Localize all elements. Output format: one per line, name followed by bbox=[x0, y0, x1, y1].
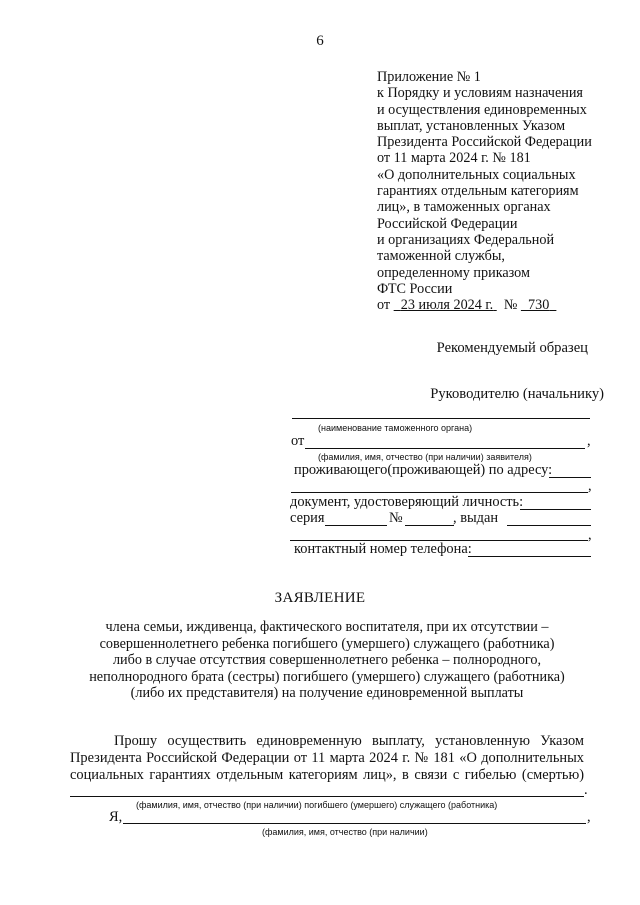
customs-authority-line[interactable] bbox=[292, 418, 590, 419]
appendix-line: от 11 марта 2024 г. № 181 bbox=[377, 150, 531, 167]
number-label: № bbox=[389, 510, 403, 526]
appendix-line: Российской Федерации bbox=[377, 215, 518, 232]
subtitle-line: (либо их представителя) на получение единовременной выплаты bbox=[130, 685, 524, 702]
document-subtitle bbox=[40, 619, 614, 702]
appendix-line: таможенной службы, bbox=[377, 248, 505, 265]
body-line: социальных гарантиях отдельным категориям лиц», в связи с гибелью (смертью) bbox=[70, 767, 584, 783]
appendix-line: определенному приказом bbox=[377, 264, 530, 281]
subtitle-line: члена семьи, иждивенца, фактического воспитателя, при их отсутствии – bbox=[105, 619, 549, 635]
deceased-name-line[interactable] bbox=[70, 796, 584, 797]
appendix-line: лиц», в таможенных органах bbox=[377, 199, 551, 216]
order-number: 730 bbox=[528, 297, 550, 314]
order-date: 23 июля 2024 г. bbox=[400, 297, 494, 314]
series-label: серия bbox=[290, 510, 325, 526]
appendix-line: ФТС России bbox=[377, 280, 453, 297]
address-label: проживающего(проживающей) по адресу: bbox=[294, 462, 553, 478]
order-prefix: от bbox=[377, 297, 391, 314]
issued-label: , выдан bbox=[453, 510, 499, 526]
address-line-2[interactable] bbox=[291, 492, 588, 493]
period: . bbox=[584, 782, 588, 798]
appendix-line: Приложение № 1 bbox=[377, 69, 481, 85]
page-number: 6 bbox=[316, 33, 324, 49]
comma: , bbox=[588, 478, 592, 494]
body-line: Прошу осуществить единовременную выплату, установленную Указом bbox=[114, 733, 584, 749]
id-document-label: документ, удостоверяющий личность: bbox=[290, 494, 524, 510]
applicant-full-name-line[interactable] bbox=[123, 823, 586, 824]
phone-line[interactable] bbox=[468, 556, 591, 557]
applicant-name-line[interactable] bbox=[305, 448, 585, 449]
name-caption: (фамилия, имя, отчество (при наличии) bbox=[262, 827, 428, 837]
comma: , bbox=[588, 527, 592, 543]
series-line[interactable] bbox=[325, 525, 387, 526]
appendix-line: гарантиях отдельным категориям bbox=[377, 183, 579, 200]
body-line: Президента Российской Федерации от 11 марта 2024 г. № 181 «О дополнительных bbox=[70, 750, 584, 766]
appendix-line: и осуществления единовременных bbox=[377, 101, 587, 118]
appendix-line: выплат, установленных Указом bbox=[377, 117, 566, 134]
subtitle-line: неполнородного брата (сестры) погибшего (умершего) служащего (работника) bbox=[89, 668, 565, 685]
number-line[interactable] bbox=[405, 525, 454, 526]
order-number-label: № bbox=[503, 297, 518, 314]
from-label: от bbox=[291, 433, 305, 449]
address-line[interactable] bbox=[549, 477, 591, 478]
customs-authority-caption: (наименование таможенного органа) bbox=[318, 423, 473, 433]
recommended-sample: Рекомендуемый образец bbox=[436, 340, 588, 356]
id-document-line[interactable] bbox=[520, 509, 591, 510]
appendix-line: «О дополнительных социальных bbox=[377, 166, 576, 183]
document-title: ЗАЯВЛЕНИЕ bbox=[274, 590, 366, 606]
comma: , bbox=[587, 809, 591, 825]
subtitle-line: либо в случае отсутствия совершеннолетнего ребенка – полнородного, bbox=[112, 652, 542, 669]
appendix-line: к Порядку и условиям назначения bbox=[377, 85, 583, 102]
addressee-title: Руководителю (начальнику) bbox=[430, 386, 604, 402]
i-label: Я, bbox=[109, 809, 123, 825]
appendix-line: и организациях Федеральной bbox=[377, 231, 555, 248]
appendix-line: Президента Российской Федерации bbox=[377, 134, 592, 151]
appendix-block bbox=[377, 69, 632, 313]
issued-line[interactable] bbox=[507, 525, 591, 526]
phone-label: контактный номер телефона: bbox=[294, 541, 472, 557]
applicant-caption: (фамилия, имя, отчество (при наличии) заявителя) bbox=[318, 452, 532, 462]
order-line bbox=[377, 297, 632, 313]
comma: , bbox=[587, 433, 591, 449]
subtitle-line: совершеннолетнего ребенка погибшего (умершего) служащего (работника) bbox=[99, 635, 555, 652]
deceased-caption: (фамилия, имя, отчество (при наличии) погибшего (умершего) служащего (работника) bbox=[136, 800, 498, 810]
